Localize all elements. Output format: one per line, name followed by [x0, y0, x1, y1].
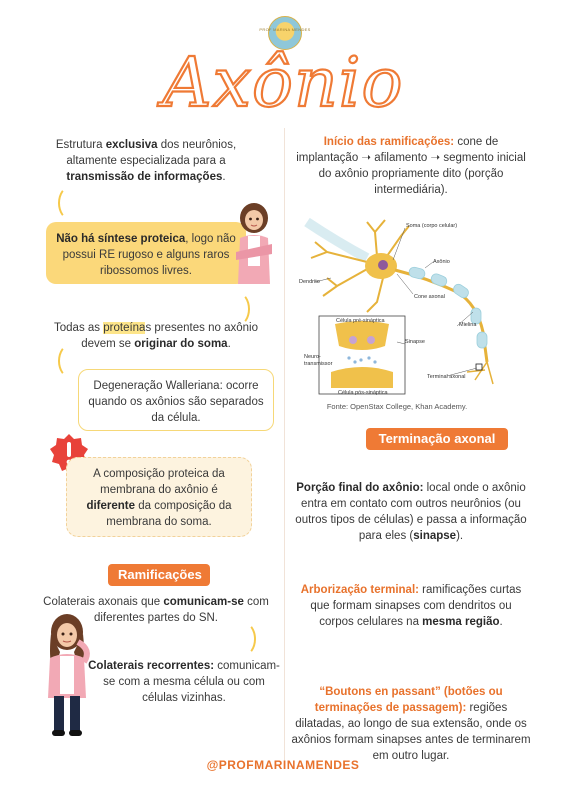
- avatar-girl-crossed-arms: [232, 200, 276, 284]
- box1-bold: Não há síntese proteica: [56, 233, 186, 245]
- p2-bold-soma: originar do soma: [134, 338, 228, 350]
- p4-bold: Colaterais recorrentes:: [88, 660, 215, 672]
- box2-text: Degeneração Walleriana: ocorre quando os axônios são separados da célula.: [88, 380, 264, 424]
- heading-ramificacoes: Ramificações: [108, 564, 210, 586]
- label-neuro: Neuro-: [304, 354, 321, 360]
- footer-handle: @PROFMARINAMENDES: [206, 758, 360, 772]
- label-transmissor: transmissor: [304, 361, 333, 367]
- r-p3-text-end: .: [499, 616, 503, 628]
- r-p2-bold-sinapse: sinapse: [413, 530, 457, 542]
- intro-text-end: .: [222, 171, 226, 183]
- p4-text: comunicam-se com a mesma célula ou com células vizinhas.: [103, 660, 280, 704]
- label-sinapse: Sinapse: [405, 339, 425, 345]
- decorative-curve: [58, 344, 82, 378]
- page-title: Axônio: [162, 44, 404, 123]
- intro-paragraph: [46, 137, 246, 185]
- intro-text: Estrutura: [55, 139, 106, 151]
- r-p2-text-end: ).: [456, 530, 464, 542]
- wallerian-degeneration-box: [78, 369, 274, 431]
- ramifications-start-paragraph: [296, 134, 526, 198]
- decorative-curve: [58, 186, 82, 220]
- p3-text: Colaterais axonais que: [43, 596, 164, 608]
- protein-synthesis-box: [46, 222, 246, 284]
- neuron-diagram: [297, 212, 497, 412]
- r-p4-orange: “Boutons en passant” (botões ou terminações de passagem):: [314, 686, 503, 714]
- label-axonio: Axônio: [433, 259, 450, 265]
- r-p2-bold: Porção final do axônio:: [296, 482, 424, 494]
- r-p3-bold: mesma região: [422, 616, 500, 628]
- r-p3-orange: Arborização terminal:: [300, 584, 419, 596]
- terminal-arborization-paragraph: [300, 582, 522, 630]
- boutons-en-passant-paragraph: [290, 684, 532, 764]
- r-p1-orange: Início das ramificações:: [323, 136, 455, 148]
- recurrent-collaterals-paragraph: [86, 658, 282, 706]
- p2-text-mid: s presentes no axônio devem se: [81, 322, 258, 350]
- p2-highlight-proteina: proteína: [103, 322, 146, 334]
- intro-bold-transmissao: transmissão de informações: [66, 171, 223, 183]
- label-terminal-axonal: Terminal axonal: [427, 374, 466, 380]
- heading-terminacao-axonal: Terminação axonal: [366, 428, 508, 450]
- label-cone-axonal: Cone axonal: [414, 294, 445, 300]
- label-pos-sinaptica: Célula pós-sináptica: [338, 390, 388, 396]
- p3-bold-comunicam: comunicam-se: [163, 596, 244, 608]
- label-mielina: Mielina: [459, 322, 477, 328]
- label-soma: Soma (corpo celular): [406, 223, 458, 229]
- r-p2-text: local onde o axônio entra em contato com outros neurônios (ou outros tipos de células) e passa a informação para eles (: [295, 482, 527, 542]
- avatar-girl-thinking: [40, 612, 94, 740]
- box3-text: A composição proteica da membrana do axônio é: [93, 468, 225, 496]
- box3-text-end: da composição da membrana do soma.: [106, 500, 232, 528]
- p2-text-end: .: [227, 338, 231, 350]
- label-dendrito: Dendrito: [299, 279, 320, 285]
- r-p3-text: ramificações curtas que formam sinapses com dendritos ou corpos celulares na: [310, 584, 522, 628]
- column-divider: [284, 128, 285, 768]
- intro-text-mid: dos neurônios, altamente especializada para a: [66, 139, 237, 167]
- brand-logo-text: PROF MARINA MENDES: [259, 27, 311, 32]
- p2-text: Todas as: [54, 322, 104, 334]
- decorative-curve: [232, 622, 256, 656]
- r-p1-text: cone de implantação ➝ afilamento ➝ segmento inicial do axônio propriamente dito (porção intermediária).: [296, 136, 526, 196]
- figure-source: Fonte: OpenStax College, Khan Academy.: [326, 402, 468, 411]
- proteins-paragraph: [46, 320, 266, 352]
- p3-text-end: com diferentes partes do SN.: [93, 596, 269, 624]
- box1-text: , logo não possui RE rugoso e alguns raros ribossomos livres.: [62, 233, 236, 277]
- membrane-composition-box: [66, 457, 252, 537]
- intro-bold-exclusiva: exclusiva: [105, 139, 158, 151]
- axon-end-paragraph: [290, 480, 532, 544]
- box3-bold-diferente: diferente: [86, 500, 136, 512]
- r-p4-text: regiões dilatadas, ao longo de sua extensão, onde os axônios formam sinapses antes de terminarem em outro lugar.: [291, 702, 531, 762]
- label-pre-sinaptica: Célula pré-sináptica: [336, 318, 385, 324]
